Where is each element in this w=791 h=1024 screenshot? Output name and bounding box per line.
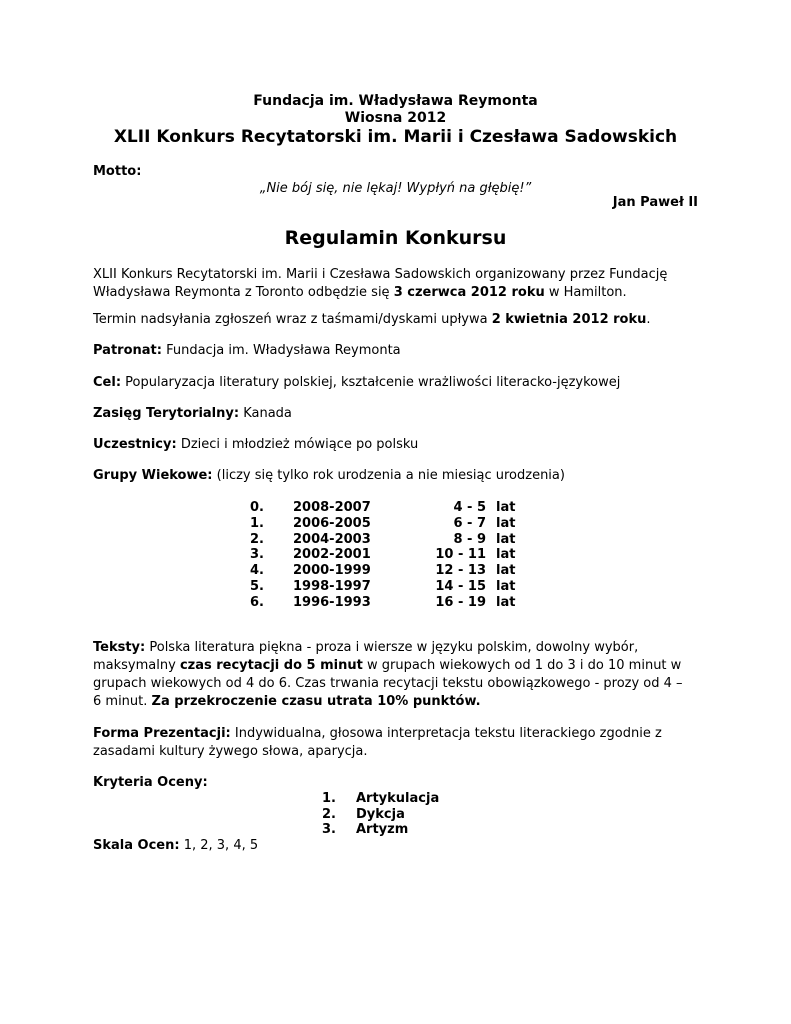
deadline-paragraph [93, 311, 705, 329]
intro-paragraph [93, 266, 705, 302]
age-unit: lat [496, 594, 516, 610]
group-number: 4. [250, 563, 264, 579]
list-item [322, 791, 439, 807]
motto-author: Jan Paweł II [612, 195, 698, 210]
intro-line-2-a: Władysława Reymonta z Toronto odbędzie się [93, 285, 394, 300]
zasieg-label: Zasięg Terytorialny: [93, 406, 240, 421]
season-heading: Wiosna 2012 [344, 110, 447, 126]
age-range: 16 - 19 [435, 594, 486, 610]
age-range: 6 - 7 [453, 515, 486, 531]
group-number: 3. [250, 547, 264, 563]
organization-heading: Fundacja im. Władysława Reymonta [253, 93, 538, 109]
uczestnicy-paragraph [93, 436, 705, 454]
cel-label: Cel: [93, 375, 122, 390]
table-row [250, 547, 526, 563]
zasieg-value: Kanada [239, 406, 292, 421]
teksty-line-2-c: w grupach wiekowych od 1 do 3 i do 10 minut w [362, 658, 682, 673]
teksty-line-4-a: 6 minut. [93, 694, 152, 709]
table-row [250, 579, 526, 595]
table-row [250, 595, 526, 611]
kryteria-paragraph [93, 774, 705, 792]
skala-paragraph [93, 837, 705, 855]
cel-value: Popularyzacja literatury polskiej, kształcenie wrażliwości literacko-językowej [121, 375, 621, 390]
group-number: 2. [250, 531, 264, 547]
age-unit: lat [496, 547, 516, 563]
recitation-time: czas recytacji do 5 minut [179, 658, 363, 673]
age-unit: lat [496, 578, 516, 594]
forma-line-2: zasadami kultury żywego słowa, aparycja. [93, 744, 368, 759]
kryteria-label: Kryteria Oceny: [93, 775, 208, 790]
deadline-date: 2 kwietnia 2012 roku [491, 312, 647, 327]
age-range: 14 - 15 [435, 578, 486, 594]
age-unit: lat [496, 563, 516, 579]
motto-quote: „Nie bój się, nie lękaj! Wypłyń na głębię!” [259, 181, 532, 196]
contest-title: XLII Konkurs Recytatorski im. Marii i Czesława Sadowskich [113, 127, 678, 147]
list-item [322, 822, 439, 838]
birth-years: 2006-2005 [293, 515, 371, 531]
group-number: 1. [250, 515, 264, 531]
birth-years: 2004-2003 [293, 531, 371, 547]
criterion-number: 2. [322, 806, 336, 822]
criterion-number: 3. [322, 822, 336, 838]
penalty-note: Za przekroczenie czasu utrata 10% punktów. [151, 694, 481, 709]
table-row [250, 563, 526, 579]
grupy-label: Grupy Wiekowe: [93, 468, 213, 483]
grupy-paragraph [93, 467, 705, 485]
criterion-number: 1. [322, 791, 336, 806]
age-unit: lat [496, 500, 516, 515]
birth-years: 2008-2007 [293, 500, 371, 515]
motto-label: Motto: [93, 164, 142, 179]
uczestnicy-value: Dzieci i młodzież mówiące po polsku [176, 437, 419, 452]
age-range: 10 - 11 [435, 547, 486, 563]
teksty-paragraph [93, 639, 705, 711]
uczestnicy-label: Uczestnicy: [93, 437, 177, 452]
age-groups-table [250, 500, 526, 611]
intro-line-1: XLII Konkurs Recytatorski im. Marii i Czesława Sadowskich organizowany przez Fundację [93, 267, 668, 282]
criterion-text: Artyzm [356, 822, 409, 838]
criterion-text: Dykcja [356, 806, 405, 822]
teksty-line-1: Polska literatura piękna - proza i wiersze w języku polskim, dowolny wybór, [145, 640, 639, 655]
age-unit: lat [496, 515, 516, 531]
criterion-text: Artykulacja [356, 791, 440, 806]
table-row [250, 532, 526, 548]
table-row [250, 516, 526, 532]
teksty-line-2-a: maksymalny [93, 658, 180, 673]
birth-years: 1998-1997 [293, 578, 371, 594]
criteria-list [322, 791, 439, 838]
deadline-text: Termin nadsyłania zgłoszeń wraz z taśmami/dyskami upływa [93, 312, 492, 327]
group-number: 5. [250, 578, 264, 594]
birth-years: 2000-1999 [293, 563, 371, 579]
patronat-label: Patronat: [93, 343, 162, 358]
birth-years: 2002-2001 [293, 547, 371, 563]
age-range: 4 - 5 [453, 500, 486, 515]
teksty-label: Teksty: [93, 640, 146, 655]
deadline-end: . [646, 312, 651, 327]
group-number: 6. [250, 594, 264, 610]
list-item [322, 807, 439, 823]
group-number: 0. [250, 500, 264, 515]
forma-paragraph [93, 725, 705, 761]
cel-paragraph [93, 374, 705, 392]
contest-date: 3 czerwca 2012 roku [393, 285, 545, 300]
table-row [250, 500, 526, 516]
skala-value: 1, 2, 3, 4, 5 [179, 838, 259, 853]
rules-title: Regulamin Konkursu [284, 227, 507, 249]
intro-line-2-c: w Hamilton. [544, 285, 627, 300]
zasieg-paragraph [93, 405, 705, 423]
forma-line-1: Indywidualna, głosowa interpretacja tekstu literackiego zgodnie z [230, 726, 662, 741]
age-range: 12 - 13 [435, 563, 486, 579]
grupy-note: (liczy się tylko rok urodzenia a nie miesiąc urodzenia) [212, 468, 565, 483]
patronat-value: Fundacja im. Władysława Reymonta [161, 343, 401, 358]
birth-years: 1996-1993 [293, 594, 371, 610]
forma-label: Forma Prezentacji: [93, 726, 231, 741]
teksty-line-3: grupach wiekowych od 4 do 6. Czas trwania recytacji tekstu obowiązkowego - prozy od 4 – [93, 676, 683, 691]
skala-label: Skala Ocen: [93, 838, 180, 853]
age-range: 8 - 9 [453, 531, 486, 547]
patronat-paragraph [93, 342, 705, 360]
age-unit: lat [496, 531, 516, 547]
